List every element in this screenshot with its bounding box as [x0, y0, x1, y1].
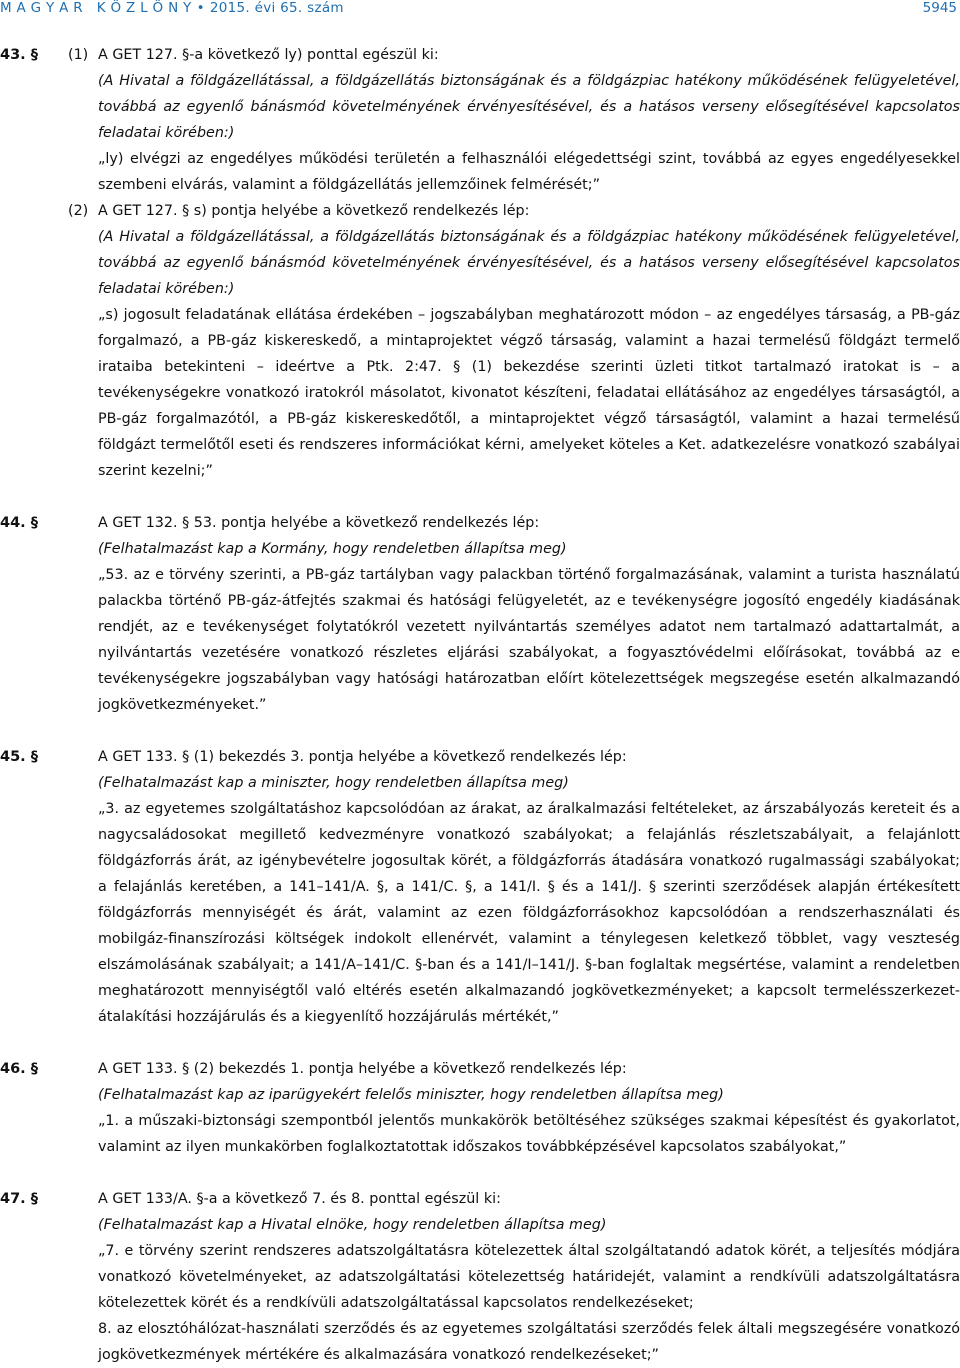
context-paragraph: (Felhatalmazást kap a miniszter, hogy rendeletben állapítsa meg)	[98, 775, 569, 791]
amendment-text: „ly) elvégzi az engedélyes működési területén a felhasználói elégedettségi szint, továbbá az egyes engedélyesekkel szembeni elvárás, valamint a földgázellátás jellemzőinek felmérését;”	[98, 151, 960, 193]
paragraph: A GET 133. § (1) bekezdés 3. pontja helyébe a következő rendelkezés lép:	[98, 749, 627, 765]
subsection-label: (1)	[68, 47, 89, 63]
amendment-text: 8. az elosztóhálózat-használati szerződés és az egyetemes szolgáltatási szerződés felek általi megszegésére vonatkozó jogkövetkezmények mértékére és alkalmazására vonatkozó rendelkezéseket;”	[98, 1321, 960, 1363]
context-paragraph: (A Hivatal a földgázellátással, a földgázellátás biztonságának és a földgázpiac hatékony működésének felügyeletével, továbbá az egyenlő bánásmód követelményének érvényesítésével, és a hatásos verseny elősegítésével kapcsolatos feladatai körében:)	[98, 73, 960, 141]
section-45	[0, 744, 960, 1030]
journal-title: M A G Y A R K Ö Z L Ö N Y	[0, 0, 192, 16]
context-paragraph: (Felhatalmazást kap a Hivatal elnöke, hogy rendeletben állapítsa meg)	[98, 1217, 607, 1233]
issue-label: 2015. évi 65. szám	[209, 0, 344, 16]
context-paragraph: (Felhatalmazást kap a Kormány, hogy rendeletben állapítsa meg)	[98, 541, 567, 557]
amendment-text: „7. e törvény szerint rendszeres adatszolgáltatásra kötelezettek által szolgáltatandó adatok körét, a teljesítés módjára vonatkozó követelményeket, az adatszolgáltatási kötelezettség határidejét, valamint a rendkívüli adatszolgáltatásra kötelezettek körét és a rendkívüli adatszolgáltatással kapcsolatos rendelkezéseket;	[98, 1243, 960, 1311]
page-header	[0, 0, 960, 20]
paragraph: A GET 132. § 53. pontja helyébe a következő rendelkezés lép:	[98, 515, 540, 531]
paragraph: A GET 133/A. §-a a következő 7. és 8. ponttal egészül ki:	[98, 1191, 501, 1207]
paragraph: A GET 127. § s) pontja helyébe a következő rendelkezés lép:	[98, 203, 530, 219]
section-43	[0, 42, 960, 484]
section-number: 44. §	[0, 515, 38, 531]
document-body	[0, 42, 960, 1368]
section-46	[0, 1056, 960, 1160]
section-number: 46. §	[0, 1061, 38, 1077]
section-47	[0, 1186, 960, 1368]
context-paragraph: (A Hivatal a földgázellátással, a földgázellátás biztonságának és a földgázpiac hatékony működésének felügyeletével, továbbá az egyenlő bánásmód követelményének érvényesítésével, és a hatásos verseny elősegítésével kapcsolatos feladatai körében:)	[98, 229, 960, 297]
subsection-label: (2)	[68, 203, 89, 219]
section-number: 43. §	[0, 47, 38, 63]
section-number: 47. §	[0, 1191, 38, 1207]
amendment-text: „3. az egyetemes szolgáltatáshoz kapcsolódóan az árakat, az áralkalmazási feltételeket, az árszabályozás kereteit és a nagycsaládosokat megillető kedvezményre vonatkozó szabályokat; a felajánlás részletszabályait, a felajánlott földgázforrás árát, az igénybevételre jogosultak körét, a földgázforrás átadására vonatkozó rugalmassági szabályokat; a felajánlás keretében, a 141–141/A. §, a 141/C. §, a 141/I. § és a 141/J. § szerinti szerződések alapján értékesített földgázforrás mennyiségét és árát, valamint az ezen földgázforrásokhoz kapcsolódóan a rendszerhasználati és mobilgáz-finanszírozási költségek indokolt ellenérvét, valamint a ténylegesen keletkező többlet, vagy veszteség elszámolásának szabályait; a 141/A–141/C. §-ban és a 141/I–141/J. §-ban foglaltak megsértése, valamint a rendeletben meghatározott mennyiségtől való eltérés esetén alkalmazandó jogkövetkezményeket; a kapcsolt termelésszerkezet-átalakítási hozzájárulás és a kiegyenlítő hozzájárulás mértékét,”	[98, 801, 960, 1025]
separator-dot: •	[196, 0, 205, 16]
section-number: 45. §	[0, 749, 38, 765]
amendment-text: „1. a műszaki-biztonsági szempontból jelentős munkakörök betöltéséhez szükséges szakmai képesítést és gyakorlatot, valamint az ilyen munkakörben foglalkoztatottak időszakos továbbképzésével kapcsolatos szabályokat,”	[98, 1113, 960, 1155]
amendment-text: „s) jogosult feladatának ellátása érdekében – jogszabályban meghatározott módon – az engedélyes társaság, a PB-gáz forgalmazó, a PB-gáz kiskereskedő, a mintaprojektet végző társaság, valamint a hazai termelésű földgázt termelő irataiba betekinteni – ideértve a Ptk. 2:47. § (1) bekezdése szerinti üzleti titkot tartalmazó iratokat is – a tevékenységekre vonatkozó iratokról másolatot, kivonatot készíteni, feladatai ellátásához az engedélyes társaságtól, a PB-gáz forgalmazótól, a PB-gáz kiskereskedőtől, a mintaprojektet végző társaságtól, valamint a hazai termelésű földgázt termelőtől eseti és rendszeres információkat kérni, amelyeket köteles a Ket. adatkezelésre vonatkozó szabályai szerint kezelni;”	[98, 307, 960, 479]
context-paragraph: (Felhatalmazást kap az iparügyekért felelős miniszter, hogy rendeletben állapítsa meg)	[98, 1087, 724, 1103]
paragraph: A GET 133. § (2) bekezdés 1. pontja helyébe a következő rendelkezés lép:	[98, 1061, 627, 1077]
amendment-text: „53. az e törvény szerinti, a PB-gáz tartályban vagy palackban történő forgalmazásának, valamint a turista használatú palackba történő PB-gáz-átfejtés szakmai és hatósági felügyeletét, az e tevékenységre jogosító engedély kiadásának rendjét, az e tevékenységet folytatókról vezetett nyilvántartás személyes adatot nem tartalmazó adattartalmát, a nyilvántartás vezetésére vonatkozó részletes eljárási szabályokat, a fogyasztóvédelmi előírásokat, továbbá az e tevékenységekre jogszabályban vagy hatósági határozatban előírt kötelezettségek megszegése esetén alkalmazandó jogkövetkezményeket.”	[98, 567, 960, 713]
paragraph: A GET 127. §-a következő ly) ponttal egészül ki:	[98, 47, 439, 63]
section-44	[0, 510, 960, 718]
page-number: 5945	[922, 0, 957, 16]
